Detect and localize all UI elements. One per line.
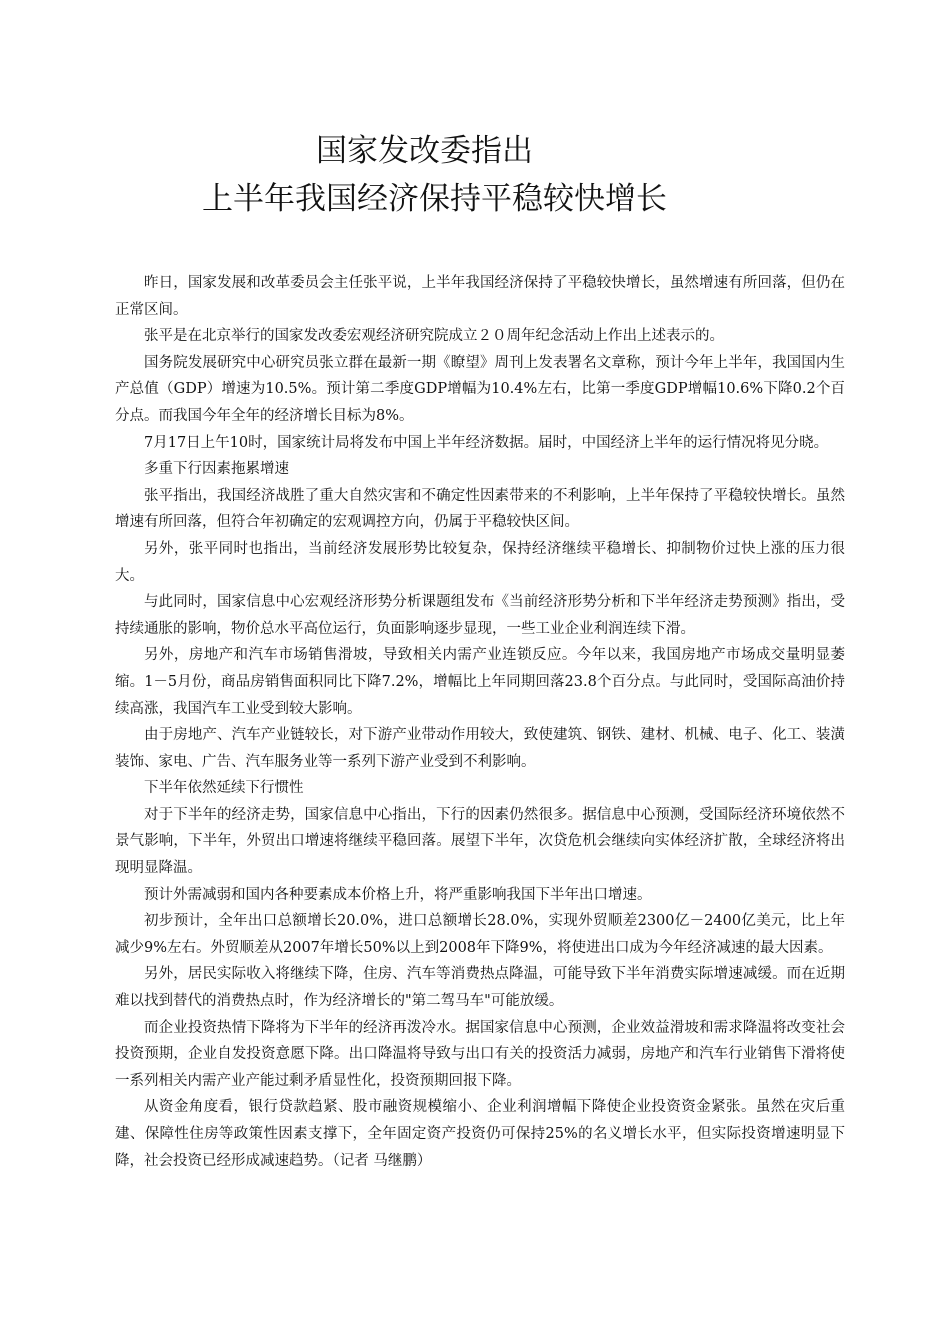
paragraph: 国务院发展研究中心研究员张立群在最新一期《瞭望》周刊上发表署名文章称，预计今年上半年，我国国内生产总值（GDP）增速为10.5%。预计第二季度GDP增幅为10.4%左右，比第一季度GDP增幅10.6%下降0.2个百分点。而我国今年全年的经济增长目标为8%。 (115, 354, 845, 424)
paragraph: 昨日，国家发展和改革委员会主任张平说，上半年我国经济保持了平稳较快增长，虽然增速有所回落，但仍在正常区间。 (115, 275, 845, 318)
paragraph: 由于房地产、汽车产业链较长，对下游产业带动作用较大，致使建筑、钢铁、建材、机械、电子、化工、装潢装饰、家电、广告、汽车服务业等一系列下游产业受到不利影响。 (115, 727, 845, 770)
paragraph: 张平指出，我国经济战胜了重大自然灾害和不确定性因素带来的不利影响，上半年保持了平稳较快增长。虽然增速有所回落，但符合年初确定的宏观调控方向，仍属于平稳较快区间。 (115, 487, 845, 531)
paragraph: 与此同时，国家信息中心宏观经济形势分析课题组发布《当前经济形势分析和下半年经济走势预测》指出，受持续通胀的影响，物价总水平高位运行，负面影响逐步显现，一些工业企业利润连续下滑。 (115, 594, 845, 637)
headline-line-1: 国家发改委指出 (316, 133, 533, 169)
section-subheading: 下半年依然延续下行惯性 (144, 780, 304, 797)
section-subheading: 多重下行因素拖累增速 (144, 461, 289, 478)
paragraph: 对于下半年的经济走势，国家信息中心指出，下行的因素仍然很多。据信息中心预测，受国际经济环境依然不景气影响，下半年，外贸出口增速将继续平稳回落。展望下半年，次贷危机会继续向实体经济扩散，全球经济将出现明显降温。 (115, 806, 845, 877)
paragraph: 另外，张平同时也指出，当前经济发展形势比较复杂，保持经济继续平稳增长、抑制物价过快上涨的压力很大。 (115, 540, 845, 584)
paragraph: 预计外需减弱和国内各种要素成本价格上升，将严重影响我国下半年出口增速。 (144, 886, 652, 903)
paragraph: 而企业投资热情下降将为下半年的经济再泼冷水。据国家信息中心预测，企业效益滑坡和需求降温将改变社会投资预期，企业自发投资意愿下降。出口降温将导致与出口有关的投资活力减弱，房地产和汽车行业销售下滑将使一系列相关内需产业产能过剩矛盾显性化，投资预期回报下降。 (115, 1019, 845, 1089)
paragraph: 初步预计，全年出口总额增长20.0%，进口总额增长28.0%，实现外贸顺差2300亿－2400亿美元，比上年减少9%左右。外贸顺差从2007年增长50%以上到2008年下降9%，将使进出口成为今年经济减速的最大因素。 (115, 913, 845, 956)
paragraph: 另外，居民实际收入将继续下降，住房、汽车等消费热点降温，可能导致下半年消费实际增速减缓。而在近期难以找到替代的消费热点时，作为经济增长的"第二驾马车"可能放缓。 (115, 966, 845, 1010)
article-body (115, 270, 845, 1174)
paragraph: 另外，房地产和汽车市场销售滑坡，导致相关内需产业连锁反应。今年以来，我国房地产市场成交量明显萎缩。1－5月份，商品房销售面积同比下降7.2%，增幅比上年同期回落23.8个百分点。与此同时，受国际高油价持续高涨，我国汽车工业受到较大影响。 (115, 647, 845, 717)
paragraph: 张平是在北京举行的国家发改委宏观经济研究院成立２０周年纪念活动上作出上述表示的。 (144, 328, 724, 345)
paragraph: 从资金角度看，银行贷款趋紧、股市融资规模缩小、企业利润增幅下降使企业投资资金紧张。虽然在灾后重建、保障性住房等政策性因素支撑下，全年固定资产投资仍可保持25%的名义增长水平，但实际投资增速明显下降，社会投资已经形成减速趋势。（记者 马继鹏） (115, 1099, 845, 1169)
headline-line-2: 上半年我国经济保持平稳较快增长 (202, 181, 667, 217)
paragraph: 7月17日上午10时，国家统计局将发布中国上半年经济数据。届时，中国经济上半年的运行情况将见分晓。 (144, 434, 829, 451)
